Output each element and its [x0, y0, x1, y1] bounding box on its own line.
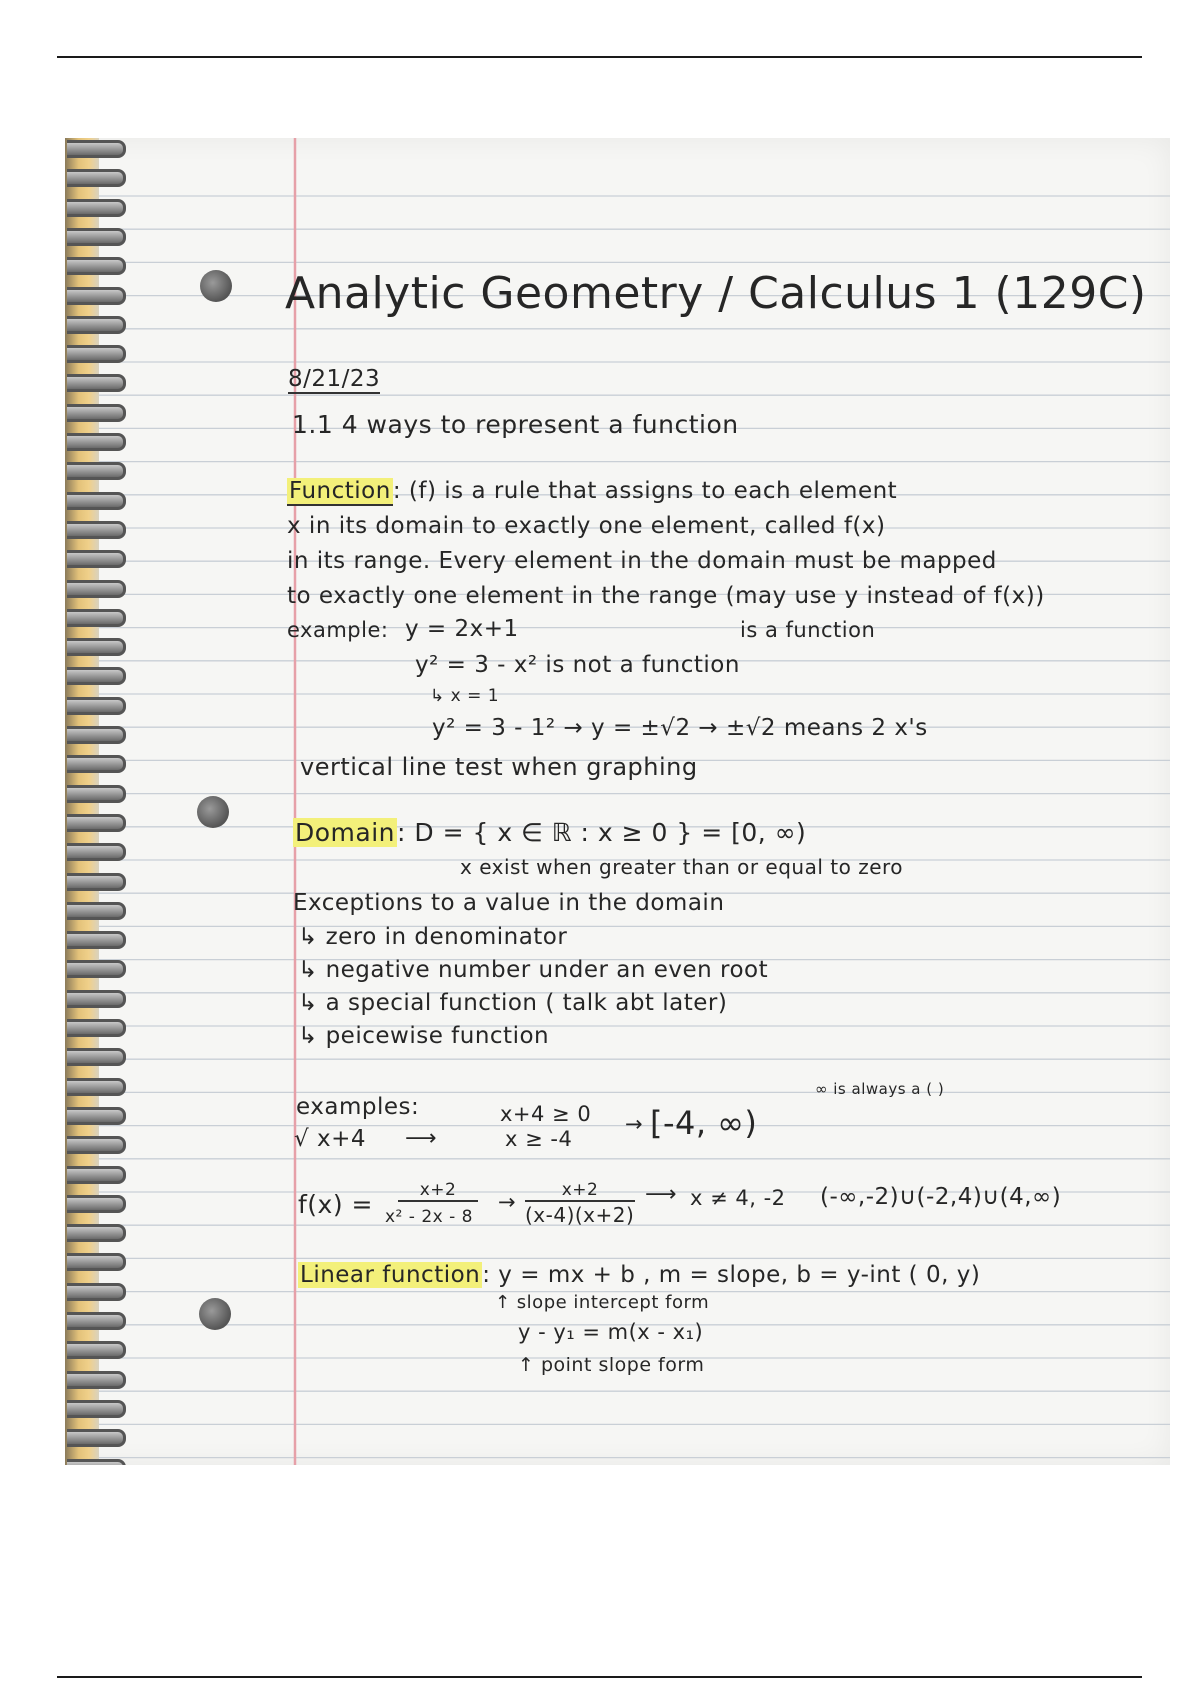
- spiral-coil: [67, 990, 126, 1008]
- spiral-coil: [67, 1166, 126, 1184]
- example-rational-denominator-factored: (x-4)(x+2): [525, 1203, 635, 1227]
- spiral-coil: [67, 1312, 126, 1330]
- bottom-rule: [57, 1676, 1142, 1678]
- point-slope-equation: y - y₁ = m(x - x₁): [518, 1320, 704, 1344]
- domain-note: x exist when greater than or equal to zero: [460, 855, 904, 879]
- spiral-coil: [67, 199, 126, 217]
- example-1-note: is a function: [740, 618, 876, 642]
- spiral-coil: [67, 433, 126, 451]
- spiral-coil: [67, 1136, 126, 1154]
- spiral-coil: [67, 726, 126, 744]
- example-rational-numerator: x+2: [398, 1180, 478, 1202]
- spiral-coil: [67, 1371, 126, 1389]
- spiral-coil: [67, 374, 126, 392]
- exception-item: ↳ a special function ( talk abt later): [298, 990, 728, 1016]
- function-term: Function: [289, 478, 391, 504]
- function-definition-line-4: to exactly one element in the range (may use y instead of f(x)): [287, 583, 1045, 609]
- spiral-coil: [67, 814, 126, 832]
- infinity-note: ∞ is always a ( ): [815, 1080, 945, 1098]
- top-rule: [57, 56, 1142, 58]
- exception-item: ↳ zero in denominator: [298, 924, 568, 950]
- punch-hole: [200, 270, 232, 302]
- linear-line: [298, 1262, 980, 1288]
- example-2: y² = 3 - x² is not a function: [415, 652, 740, 678]
- spiral-coil: [67, 287, 126, 305]
- spiral-coil: [67, 697, 126, 715]
- spiral-coil: [67, 462, 126, 480]
- spiral-coil: [67, 345, 126, 363]
- function-definition-rest: : (f) is a rule that assigns to each element: [392, 478, 898, 504]
- spiral-coil: [67, 1224, 126, 1242]
- example-sqrt-work-bottom: x ≥ -4: [505, 1127, 573, 1151]
- exceptions-heading: Exceptions to a value in the domain: [293, 890, 725, 916]
- spiral-coil: [67, 1107, 126, 1125]
- arrow: →: [498, 1190, 517, 1214]
- spiral-coil: [67, 960, 126, 978]
- spiral-coil: [67, 1341, 126, 1359]
- example-rational-result: (-∞,-2)∪(-2,4)∪(4,∞): [820, 1184, 1062, 1210]
- function-definition-line-2: x in its domain to exactly one element, called f(x): [287, 513, 886, 539]
- spiral-coil: [67, 257, 126, 275]
- arrow: ⟶: [405, 1126, 438, 1151]
- spiral-coil: [67, 1400, 126, 1418]
- punch-hole: [199, 1298, 231, 1330]
- example-2-work: y² = 3 - 1² → y = ±√2 → ±√2 means 2 x's: [432, 715, 928, 741]
- spiral-coil: [67, 1429, 126, 1447]
- spiral-coil: [67, 902, 126, 920]
- spiral-coil: [67, 580, 126, 598]
- spiral-coil: [67, 228, 126, 246]
- domain-term: Domain: [295, 818, 396, 847]
- example-rational-lhs: f(x) =: [298, 1190, 373, 1219]
- example-sqrt-result: [-4, ∞): [650, 1104, 758, 1142]
- function-definition-line-3: in its range. Every element in the domain must be mapped: [287, 548, 997, 574]
- spiral-coil: [67, 316, 126, 334]
- arrow: →: [625, 1112, 644, 1136]
- example-1: y = 2x+1: [405, 616, 519, 642]
- spiral-coil: [67, 404, 126, 422]
- example-label: example:: [287, 618, 389, 642]
- linear-term: Linear function: [300, 1262, 481, 1288]
- slope-intercept-note: ↑ slope intercept form: [495, 1292, 710, 1313]
- spiral-coil: [67, 1019, 126, 1037]
- example-rational-numerator-factored: x+2: [525, 1180, 635, 1202]
- linear-definition: : y = mx + b , m = slope, b = y-int ( 0, y): [482, 1262, 981, 1288]
- spiral-coil: [67, 1195, 126, 1213]
- spiral-coil: [67, 1253, 126, 1271]
- example-rational-denominator: x² - 2x - 8: [385, 1207, 473, 1227]
- spiral-coil: [67, 755, 126, 773]
- domain-line: [293, 818, 806, 847]
- spiral-coil: [67, 550, 126, 568]
- date: 8/21/23: [288, 366, 381, 392]
- spiral-coil: [67, 1078, 126, 1096]
- punch-hole: [197, 796, 229, 828]
- point-slope-note: ↑ point slope form: [518, 1354, 705, 1376]
- exception-item: ↳ peicewise function: [298, 1023, 550, 1049]
- spiral-coil: [67, 873, 126, 891]
- spiral-coil: [67, 667, 126, 685]
- function-definition-line-1: [287, 478, 897, 504]
- spiral-coil: [67, 785, 126, 803]
- example-sqrt-work-top: x+4 ≥ 0: [500, 1102, 592, 1126]
- spiral-coil: [67, 140, 126, 158]
- spiral-coil: [67, 1283, 126, 1301]
- vertical-line-test: vertical line test when graphing: [300, 753, 698, 781]
- example-sqrt-expression: √ x+4: [294, 1126, 366, 1152]
- examples-label: examples:: [296, 1094, 420, 1120]
- example-rational-condition: x ≠ 4, -2: [690, 1186, 786, 1210]
- section-heading: 1.1 4 ways to represent a function: [292, 410, 739, 439]
- spiral-coil: [67, 609, 126, 627]
- spiral-coil: [67, 169, 126, 187]
- arrow: ⟶: [645, 1182, 678, 1207]
- domain-definition: : D = { x ∈ ℝ : x ≥ 0 } = [0, ∞): [397, 818, 807, 847]
- spiral-coil: [67, 521, 126, 539]
- page-title: Analytic Geometry / Calculus 1 (129C): [285, 268, 1147, 319]
- spiral-coil: [67, 1459, 126, 1466]
- exception-item: ↳ negative number under an even root: [298, 957, 769, 983]
- spiral-coil: [67, 1048, 126, 1066]
- spiral-coil: [67, 931, 126, 949]
- spiral-coil: [67, 843, 126, 861]
- spiral-coil: [67, 638, 126, 656]
- example-2-sub: ↳ x = 1: [430, 686, 500, 706]
- spiral-coil: [67, 492, 126, 510]
